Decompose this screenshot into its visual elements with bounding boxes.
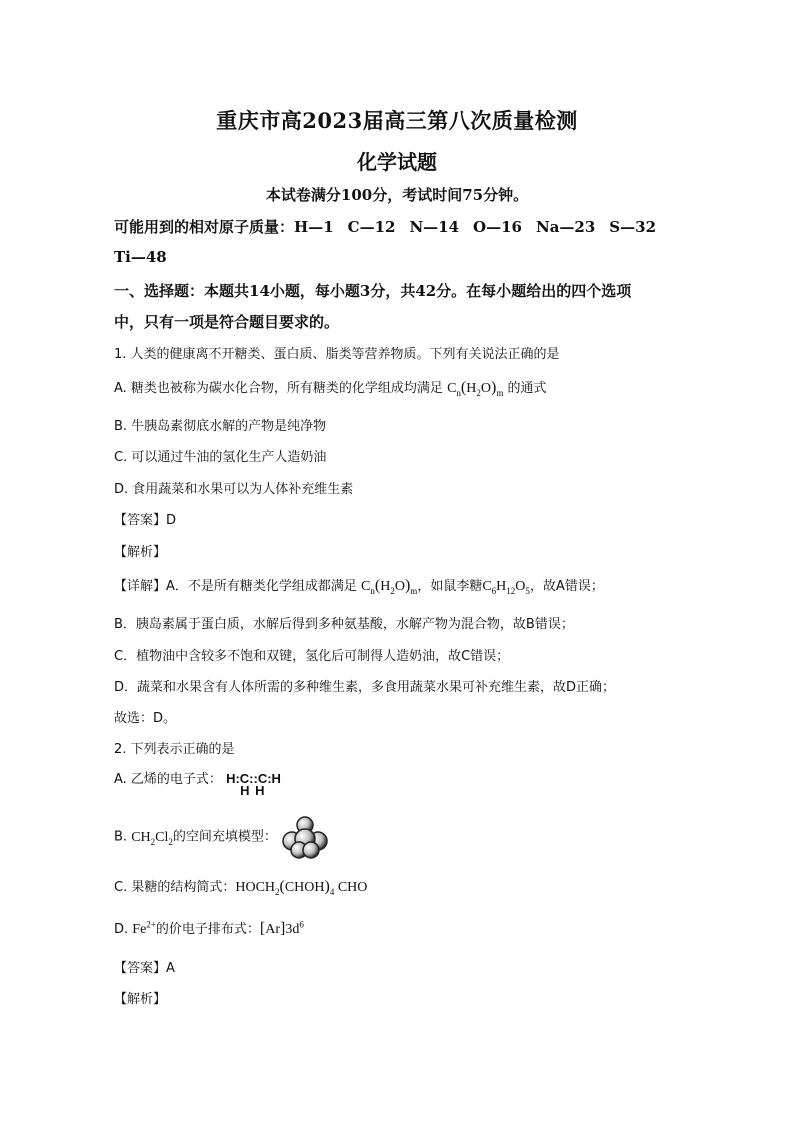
formula-cn-h2o-m-2: $C_n(H_2O)_m$: [361, 577, 418, 596]
subject-title: 化学试题: [357, 150, 437, 174]
q1-detail-prefix: 【详解】A．不是所有糖类化学组成都满足: [114, 579, 357, 594]
q1-option-b: B. 牛胰岛素彻底水解的产物是纯净物: [114, 419, 327, 434]
formula-fructose: $HOCH_2(CHOH)_4$ CHO: [235, 878, 368, 897]
q2-option-b-text: 的空间充填模型：: [172, 829, 277, 845]
formula-ar-3d6: $[Ar]3d^6$: [259, 919, 304, 937]
q2-analysis-label: 【解析】: [114, 992, 167, 1007]
atomic-mass-c: C—12: [347, 218, 396, 236]
atomic-mass-label: 可能用到的相对原子质量：: [114, 218, 295, 236]
q1-analysis-label: 【解析】: [114, 545, 167, 560]
atomic-mass-line: [114, 216, 656, 237]
q1-detail-a: [114, 575, 604, 596]
q1-option-c: C. 可以通过牛油的氢化生产人造奶油: [114, 450, 327, 465]
q1-detail-d: D．蔬菜和水果含有人体所需的多种维生素，多食用蔬菜水果可补充维生素，故D正确；: [114, 680, 616, 695]
q1-detail-mid: ，如鼠李糖: [417, 579, 483, 594]
formula-fe2plus: $Fe^{2+}$: [132, 919, 156, 937]
q2-option-d: [114, 918, 304, 938]
formula-ch2cl2: $CH_2Cl_2$: [131, 829, 173, 847]
q1-option-a-suffix: 的通式: [507, 381, 547, 396]
section-heading-line1: 一、选择题：本题共14小题，每小题3分，共42分。在每小题给出的四个选项: [114, 282, 632, 300]
ethylene-electron-formula: H:C::C:H H H: [226, 771, 281, 798]
atomic-mass-n: N—14: [409, 218, 460, 236]
exam-info: 本试卷满分100分，考试时间75分钟。: [265, 186, 529, 204]
q2-option-b: [114, 815, 329, 859]
space-filling-model-icon: [281, 815, 329, 859]
q1-answer: 【答案】D: [114, 513, 177, 528]
q2-option-a-text: A. 乙烯的电子式：: [114, 772, 222, 787]
q2-option-b-label: B.: [114, 829, 128, 845]
section-heading-line2: 中，只有一项是符合题目要求的。: [114, 313, 340, 331]
q2-option-d-label: D.: [114, 922, 129, 937]
q1-option-a: [114, 377, 547, 398]
q2-option-c-text: C. 果糖的结构简式：: [114, 880, 236, 895]
q1-option-a-text: A. 糖类也被称为碳水化合物，所有糖类的化学组成均满足: [114, 381, 443, 396]
q2-option-a: [114, 768, 281, 801]
q1-detail-c: C．植物油中含较多不饱和双键，氢化后可制得人造奶油，故C错误；: [114, 649, 510, 664]
atomic-mass-ti: Ti—48: [114, 248, 167, 266]
atomic-mass-o: O—16: [473, 218, 522, 236]
exam-title: 重庆市高2023届高三第八次质量检测: [216, 108, 578, 133]
atomic-mass-s: S—32: [609, 218, 657, 236]
formula-cn-h2o-m: $C_n(H_2O)_m$: [447, 379, 504, 398]
atomic-mass-h: H—1: [294, 218, 334, 236]
q2-option-d-text: 的价电子排布式：: [155, 922, 260, 937]
atomic-mass-na: Na—23: [535, 218, 596, 236]
formula-c6h12o5: $C_6H_{12}O_5$: [482, 579, 530, 596]
q2-stem: 2. 下列表示正确的是: [114, 742, 235, 757]
q1-option-d: D. 食用蔬菜和水果可以为人体补充维生素: [114, 482, 354, 497]
q1-detail-b: B．胰岛素属于蛋白质，水解后得到多种氨基酸，水解产物为混合物，故B错误；: [114, 617, 574, 632]
q1-detail-suffix: ，故A错误；: [529, 579, 604, 594]
q1-stem: 1. 人类的健康离不开糖类、蛋白质、脂类等营养物质。下列有关说法正确的是: [114, 347, 560, 362]
q2-answer: 【答案】A: [114, 961, 175, 976]
q2-option-c: [114, 876, 367, 897]
q1-conclusion: 故选：D。: [114, 711, 177, 726]
